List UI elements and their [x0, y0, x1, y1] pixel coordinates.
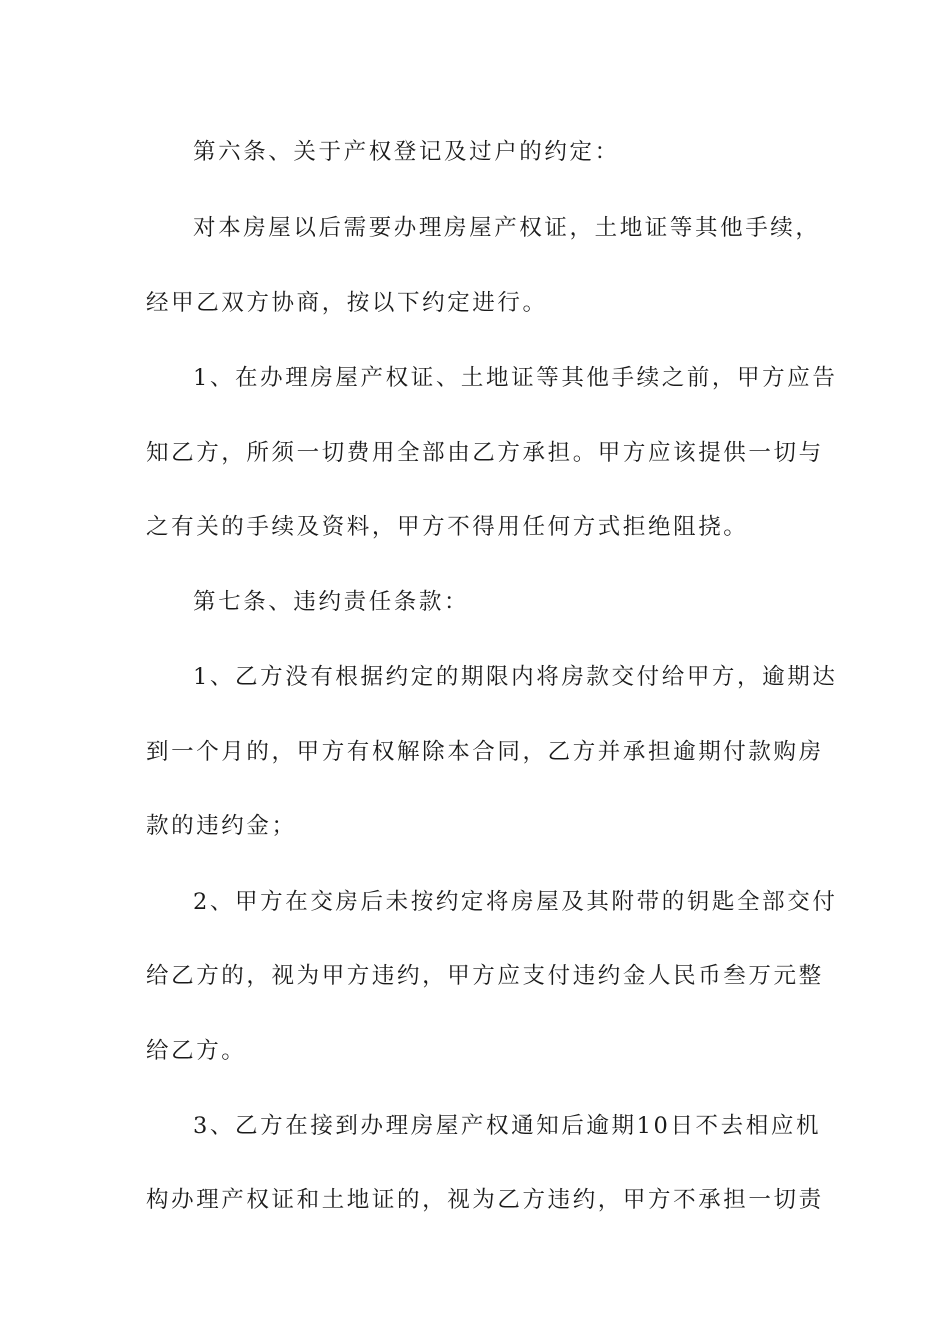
paragraph-line: 知乙方，所须一切费用全部由乙方承担。甲方应该提供一切与: [146, 440, 824, 466]
paragraph-line: 给乙方的，视为甲方违约，甲方应支付违约金人民币叁万元整: [146, 963, 824, 989]
paragraph-line: 到一个月的，甲方有权解除本合同，乙方并承担逾期付款购房: [146, 739, 824, 765]
paragraph-line: 经甲乙双方协商，按以下约定进行。: [146, 290, 548, 316]
paragraph-line: 1、乙方没有根据约定的期限内将房款交付给甲方，逾期达: [193, 664, 838, 690]
paragraph-line: 1、在办理房屋产权证、土地证等其他手续之前，甲方应告: [193, 365, 838, 391]
paragraph-line: 2、甲方在交房后未按约定将房屋及其附带的钥匙全部交付: [193, 889, 838, 915]
paragraph-line: 对本房屋以后需要办理房屋产权证，土地证等其他手续，: [193, 215, 821, 241]
article-6-heading: 第六条、关于产权登记及过户的约定：: [193, 139, 620, 165]
paragraph-line: 给乙方。: [146, 1038, 247, 1064]
paragraph-line: 3、乙方在接到办理房屋产权通知后逾期10日不去相应机: [193, 1113, 822, 1139]
paragraph-line: 款的违约金；: [146, 813, 297, 839]
article-7-heading: 第七条、违约责任条款：: [193, 589, 470, 615]
paragraph-line: 之有关的手续及资料，甲方不得用任何方式拒绝阻挠。: [146, 514, 749, 540]
paragraph-line: 构办理产权证和土地证的，视为乙方违约，甲方不承担一切责: [146, 1187, 824, 1213]
